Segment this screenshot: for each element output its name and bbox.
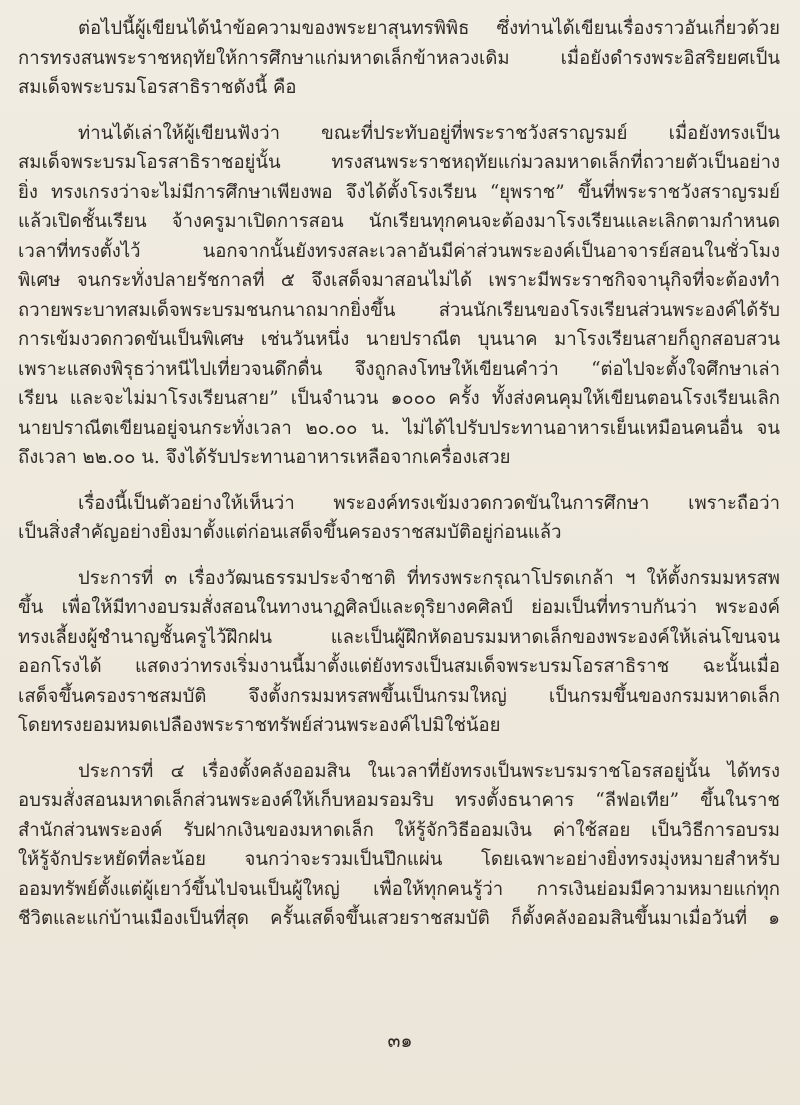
text-line: ถวายพระบาทสมเด็จพระบรมชนกนาถมากยิ่งขึ้น ส่วนนักเรียนของโรงเรียนส่วนพระองค์ได้รับ [18,299,780,321]
text-line: การเข้มงวดกวดขันเป็นพิเศษ เช่นวันหนึ่ง นายปราณีต บุนนาค มาโรงเรียนสายก็ถูกสอบสวน [18,329,780,350]
paragraph-1 [18,14,780,103]
text-line: ท่านได้เล่าให้ผู้เขียนฟังว่า ขณะที่ประทับอยู่ที่พระราชวังสราญรมย์ เมื่อยังทรงเป็น [78,122,780,144]
text-line: เรียน และจะไม่มาโรงเรียนสาย” เป็นจำนวน ๑๐๐๐ ครั้ง ทั้งส่งคนคุมให้เขียนตอนโรงเรียนเลิก [18,388,780,409]
text-line: แล้วเปิดชั้นเรียน จ้างครูมาเปิดการสอน นักเรียนทุกคนจะต้องมาโรงเรียนและเลิกตามกำหนด [18,211,780,232]
text-line: เวลาที่ทรงตั้งไว้ นอกจากนั้นยังทรงสละเวลาอันมีค่าส่วนพระองค์เป็นอาจารย์สอนในชั่วโมง [18,240,780,262]
text-line: นายปราณีตเขียนอยู่จนกระทั่งเวลา ๒๐.๐๐ น. ไม่ได้ไปรับประทานอาหารเย็นเหมือนคนอื่น จน [18,417,780,439]
text-line: การทรงสนพระราชหฤทัยให้การศึกษาแก่มหาดเล็กข้าหลวงเดิม เมื่อยังดำรงพระอิสริยยศเป็น [18,47,780,69]
text-line: ต่อไปนี้ผู้เขียนได้นำข้อความของพระยาสุนทรพิพิธ ซึ่งท่านได้เขียนเรื่องราวอันเกี่ยวด้วย [78,18,780,39]
text-line: ให้รู้จักประหยัดที่ละน้อย จนกว่าจะรวมเป็นปึกแผ่น โดยเฉพาะอย่างยิ่งทรงมุ่งหมายสำหรับ [18,849,780,870]
text-line: ทรงเลี้ยงผู้ชำนาญชั้นครูไว้ฝึกฝน และเป็นผู้ฝึกหัดอบรมมหาดเล็กของพระองค์ให้เล่นโขนจน [18,626,780,648]
text-line: ออกโรงได้ แสดงว่าทรงเริ่มงานนี้มาตั้งแต่ยังทรงเป็นสมเด็จพระบรมโอรสาธิราช ฉะนั้นเมื่อ [18,656,780,677]
text-line: ประการที่ ๔ เรื่องตั้งคลังออมสิน ในเวลาที่ยังทรงเป็นพระบรมราชโอรสอยู่นั้น ได้ทรง [78,760,780,782]
text-line: ถึงเวลา ๒๒.๐๐ น. จึงได้รับประทานอาหารเหลือจากเครื่องเสวย [18,447,511,468]
text-line: ยิ่ง ทรงเกรงว่าจะไม่มีการศึกษาเพียงพอ จึงได้ตั้งโรงเรียน “ยุพราช” ขึ้นที่พระราชวังสราญรมย์ [18,181,780,203]
paragraph-5 [18,757,780,934]
text-line: ขึ้น เพื่อให้มีทางอบรมสั่งสอนในทางนาฏศิลป์และดุริยางคศิลป์ ย่อมเป็นที่ทราบกันว่า พระองค์ [18,597,780,618]
page-number: ๓๑ [387,1030,413,1052]
text-line: ออมทรัพย์ตั้งแต่ผู้เยาว์ขึ้นไปจนเป็นผู้ใหญ่ เพื่อให้ทุกคนรู้ว่า การเงินย่อมมีความหมายแก่ทุก [18,878,780,900]
text-line: พิเศษ จนกระทั่งปลายรัชกาลที่ ๕ จึงเสด็จมาสอนไม่ได้ เพราะมีพระราชกิจจานุกิจที่จะต้องทำ [18,270,780,291]
paragraph-4 [18,564,780,741]
paragraph-3 [18,489,780,548]
text-line: สมเด็จพระบรมโอรสาธิราชดังนี้ คือ [18,77,297,98]
text-line: เสด็จขึ้นครองราชสมบัติ จึงตั้งกรมมหรสพขึ้นเป็นกรมใหญ่ เป็นกรมขึ้นของกรมมหาดเล็ก [18,685,780,707]
text-line: ชีวิตและแก่บ้านเมืองเป็นที่สุด ครั้นเสด็จขึ้นเสวยราชสมบัติ ก็ตั้งคลังออมสินขึ้นมาเมื่อวันที่ ๑ [18,908,780,929]
body-text [18,14,780,950]
text-line: อบรมสั่งสอนมหาดเล็กส่วนพระองค์ให้เก็บหอมรอมริบ ทรงตั้งธนาคาร “ลีฟอเทีย” ขึ้นในราช [18,790,780,811]
text-line: สำนักส่วนพระองค์ รับฝากเงินของมหาดเล็ก ให้รู้จักวิธีออมเงิน ค่าใช้สอย เป็นวิธีการอบรม [18,819,780,841]
text-line: เพราะแสดงพิรุธว่าหนีไปเที่ยวจนดึกดื่น จึงถูกลงโทษให้เขียนคำว่า “ต่อไปจะตั้งใจศึกษาเล่า [18,358,780,380]
text-line: โดยทรงยอมหมดเปลืองพระราชทรัพย์ส่วนพระองค์ไปมิใช่น้อย [18,715,501,736]
text-line: เรื่องนี้เป็นตัวอย่างให้เห็นว่า พระองค์ทรงเข้มงวดกวดขันในการศึกษา เพราะถือว่า [78,492,780,514]
text-line: สมเด็จพระบรมโอรสาธิราชอยู่นั้น ทรงสนพระราชหฤทัยแก่มวลมหาดเล็กที่ถวายตัวเป็นอย่าง [18,152,780,173]
paragraph-2 [18,119,780,473]
text-line: เป็นสิ่งสำคัญอย่างยิ่งมาตั้งแต่ก่อนเสด็จขึ้นครองราชสมบัติอยู่ก่อนแล้ว [18,522,562,543]
text-line: ประการที่ ๓ เรื่องวัฒนธรรมประจำชาติ ที่ทรงพระกรุณาโปรดเกล้า ฯ ให้ตั้งกรมมหรสพ [78,567,780,589]
